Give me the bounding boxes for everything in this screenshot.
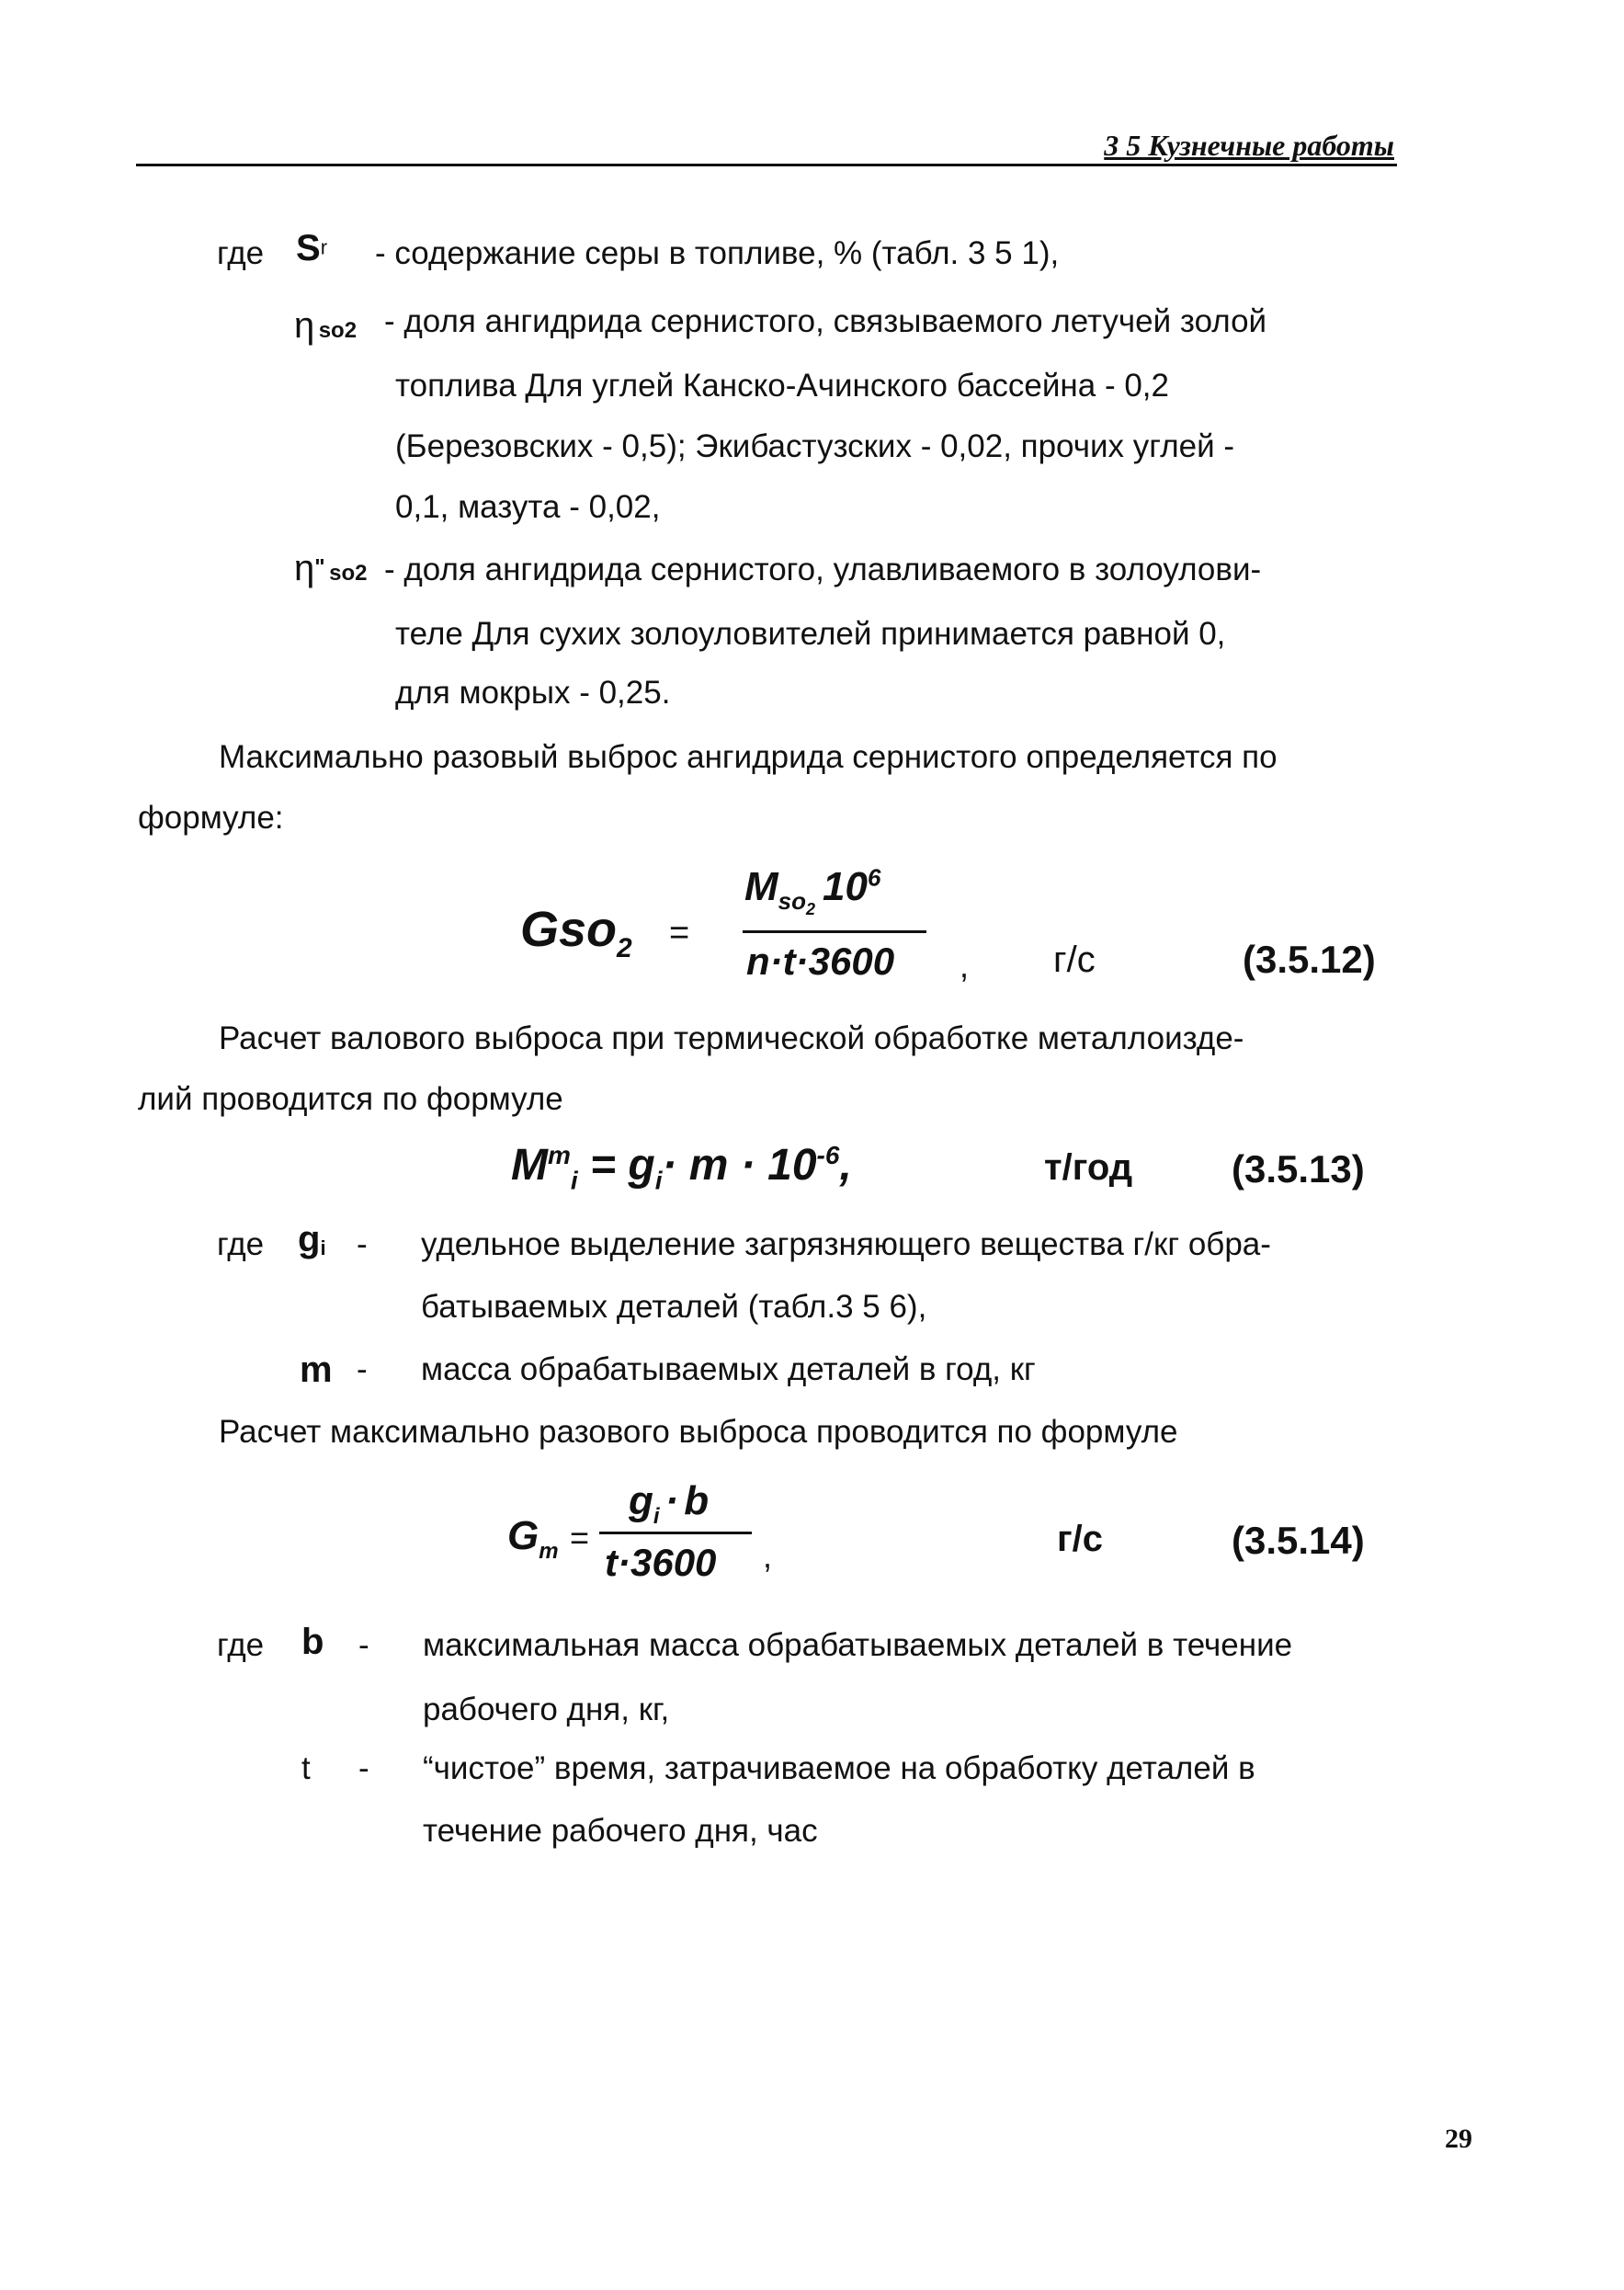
paragraph-max-single: Расчет максимально разового выброса проводится по формуле [219, 1414, 1178, 1450]
running-header: 3 5 Кузнечные работы [1104, 129, 1394, 162]
page-number: 29 [1445, 2124, 1472, 2154]
where-label: где [217, 235, 265, 271]
eta1-desc-line2: топлива Для углей Канско-Ачинского бассейна - 0,2 [395, 368, 1169, 404]
where-label-3: где [217, 1627, 265, 1663]
symbol-b: b [301, 1622, 324, 1662]
formula-12-denominator: n·t·3600 [746, 940, 895, 983]
t-desc-line2: течение рабочего дня, час [423, 1813, 818, 1849]
symbol-m: m [300, 1350, 333, 1390]
formula-12-lhs: Gso$_2$ [520, 902, 632, 963]
formula-14-number: (3.5.14) [1232, 1519, 1365, 1562]
formula-13-unit: т/год [1044, 1147, 1133, 1188]
symbol-eta-so2: η so2 [294, 305, 358, 346]
header-rule [136, 164, 1397, 166]
formula-12-comma: , [960, 947, 970, 985]
where-label-2: где [217, 1226, 265, 1262]
S-description: - содержание серы в топливе, % (табл. 3 5 1), [375, 235, 1060, 271]
formula-14-equals: = [570, 1519, 590, 1556]
formula-13-number: (3.5.13) [1232, 1147, 1365, 1191]
eta1-desc-line4: 0,1, мазута - 0,02, [395, 489, 661, 525]
formula-13-expression: $M^m_i = g_i\cdot m \cdot 10^{-6}$, [511, 1141, 852, 1195]
paragraph-max-sulfur-line2: формуле: [138, 800, 284, 836]
formula-14-numerator: $g_i \cdot b$ [629, 1478, 710, 1529]
eta2-desc-line1: - доля ангидрида сернистого, улавливаемого в золоулови- [384, 552, 1262, 587]
symbol-gi: $g_i$ [298, 1219, 326, 1260]
symbol-S: $S^r$ [296, 228, 328, 268]
formula-12-numerator: $M_{so_2}$ $10^6$ [744, 863, 881, 918]
gi-dash: - [357, 1226, 368, 1262]
paragraph-gross-line2: лий проводится по формуле [138, 1081, 563, 1117]
m-desc: масса обрабатываемых деталей в год, кг [421, 1351, 1036, 1387]
eta1-desc-line1: - доля ангидрида сернистого, связываемого летучей золой [384, 303, 1267, 339]
b-desc-line1: максимальная масса обрабатываемых деталей в течение [423, 1627, 1293, 1663]
b-dash: - [358, 1627, 369, 1663]
t-desc-line1: “чистое” время, затрачиваемое на обработку деталей в [423, 1750, 1255, 1786]
formula-14-denominator: t·3600 [605, 1541, 717, 1584]
symbol-t: t [301, 1750, 311, 1786]
formula-12-unit: г/с [1053, 940, 1096, 980]
t-dash: - [358, 1750, 369, 1786]
b-desc-line2: рабочего дня, кг, [423, 1692, 670, 1727]
eta1-desc-line3: (Березовских - 0,5); Экибастузских - 0,02, прочих углей - [395, 428, 1235, 464]
paragraph-max-sulfur-line1: Максимально разовый выброс ангидрида сернистого определяется по [219, 739, 1278, 775]
symbol-eta-prime-so2: η" so2 [294, 548, 368, 588]
gi-desc-line1: удельное выделение загрязняющего вещества г/кг обра- [421, 1226, 1271, 1262]
formula-12-number: (3.5.12) [1243, 938, 1376, 981]
formula-14-unit: г/с [1057, 1519, 1104, 1559]
formula-14-comma: , [763, 1537, 773, 1575]
formula-14-lhs: $G_т$ [507, 1513, 559, 1564]
formula-12-equals: = [669, 914, 690, 952]
eta2-desc-line2: теле Для сухих золоуловителей принимается равной 0, [395, 616, 1226, 652]
eta2-desc-line3: для мокрых - 0,25. [395, 675, 671, 711]
formula-14-fraction-bar [599, 1532, 752, 1534]
m-dash: - [357, 1351, 368, 1387]
formula-12-fraction-bar [743, 930, 926, 933]
paragraph-gross-line1: Расчет валового выброса при термической обработке металлоизде- [219, 1020, 1244, 1056]
gi-desc-line2: батываемых деталей (табл.3 5 6), [421, 1289, 927, 1325]
